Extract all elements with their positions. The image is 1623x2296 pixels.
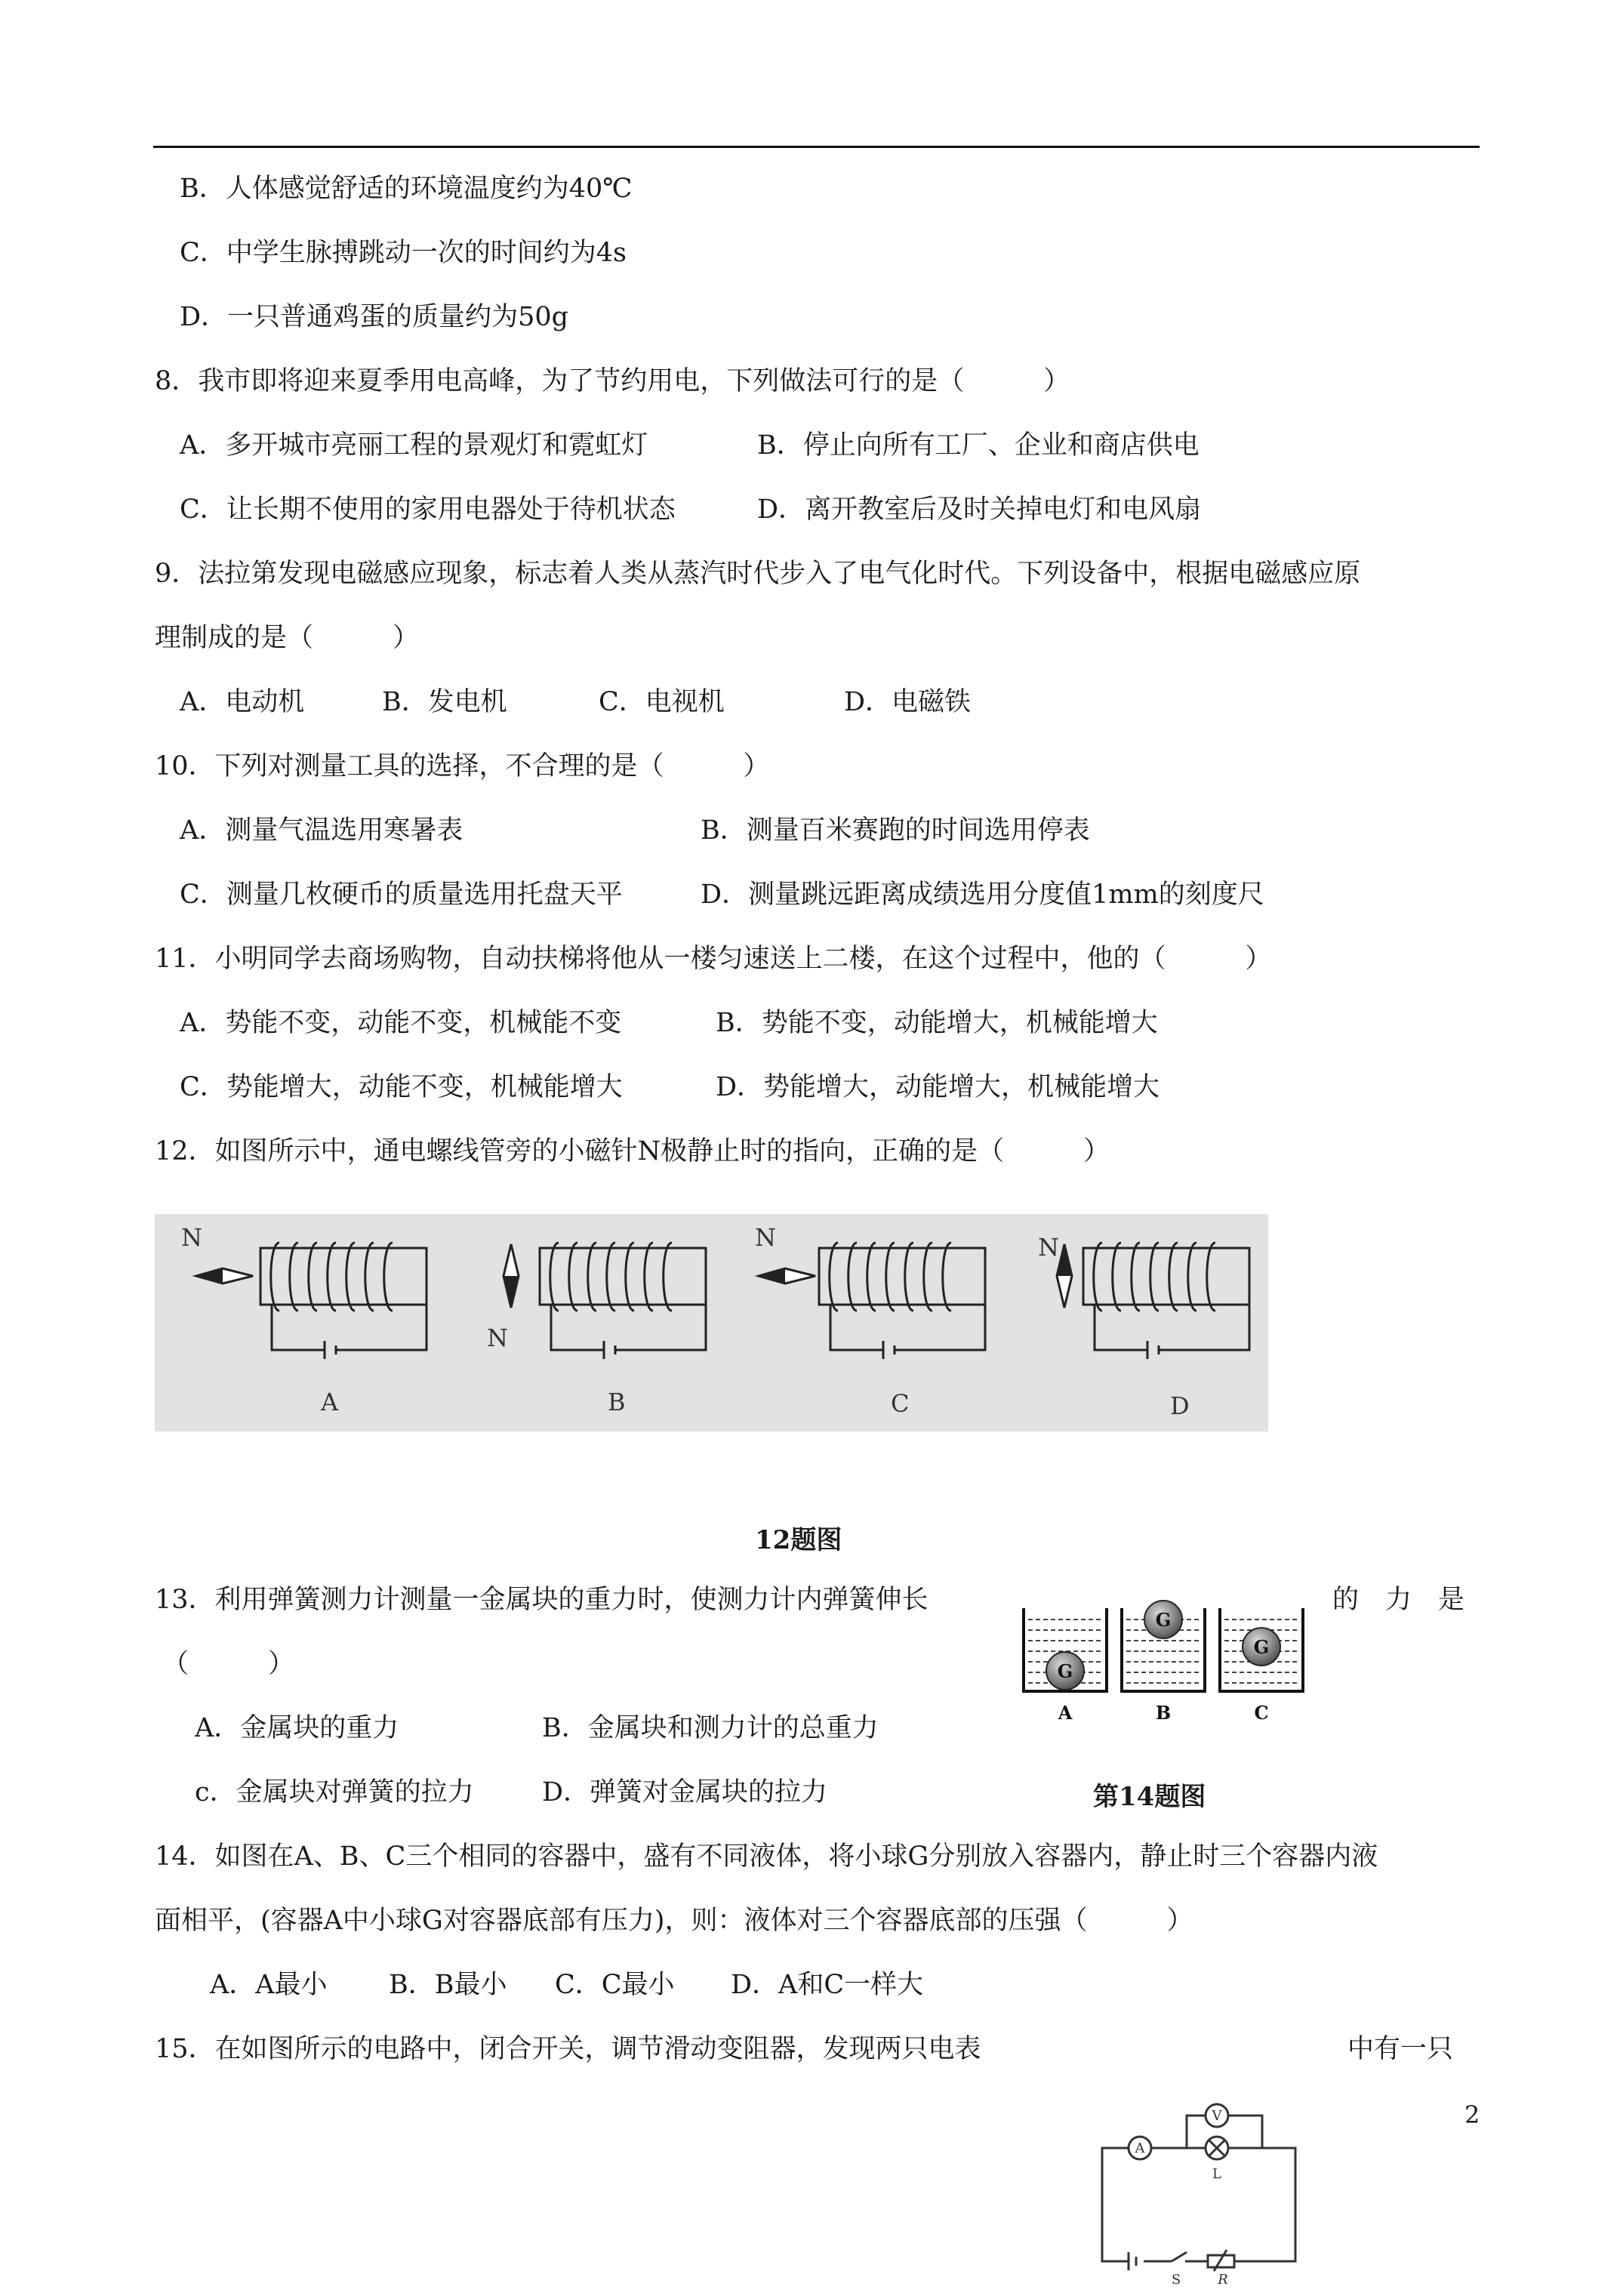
q10-option-a: A．测量气温选用寒暑表: [180, 815, 463, 846]
q11-option-b: B．势能不变，动能增大，机械能增大: [716, 1008, 1158, 1038]
q9-option-c: C．电视机: [599, 687, 725, 717]
q8-stem: 8．我市即将迎来夏季用电高峰，为了节约用电，下列做法可行的是（ ）: [155, 366, 1070, 396]
ball-label-c: G: [1253, 1636, 1270, 1658]
q8-option-b: B．停止向所有工厂、企业和商店供电: [757, 430, 1200, 461]
q7-option-d: D．一只普通鸡蛋的质量约为50g: [180, 302, 569, 332]
q8-option-d: D．离开教室后及时关掉电灯和电风扇: [757, 495, 1202, 525]
q15-stem-tail: 中有一只: [1347, 2034, 1454, 2064]
q7-option-b: B．人体感觉舒适的环境温度约为40℃: [180, 174, 633, 204]
page-number: 2: [1464, 2100, 1480, 2129]
q14-option-a: A．A最小: [210, 1970, 328, 2000]
pole-label-c: N: [755, 1223, 776, 1252]
q9-stem-line2: 理制成的是（ ）: [155, 623, 420, 653]
q8-option-a: A．多开城市亮丽工程的景观灯和霓虹灯: [180, 430, 648, 461]
q13-option-c: c．金属块对弹簧的拉力: [195, 1777, 474, 1808]
q10-option-d: D．测量跳远距离成绩选用分度值1mm的刻度尺: [701, 880, 1264, 910]
q11-option-d: D．势能增大，动能增大，机械能增大: [716, 1072, 1160, 1102]
q9-option-d: D．电磁铁: [844, 687, 972, 717]
q14-option-c: C．C最小: [555, 1970, 675, 2000]
q11-option-c: C．势能增大，动能不变，机械能增大: [180, 1072, 623, 1102]
ball-label-b: G: [1155, 1609, 1172, 1631]
figure-12-caption: 12题图: [755, 1525, 842, 1555]
fig12-label-c: C: [891, 1389, 910, 1418]
fig12-label-a: A: [321, 1388, 339, 1416]
pole-label-b: N: [487, 1324, 508, 1352]
fig14-label-a: A: [1058, 1702, 1073, 1724]
figure-14: [1019, 1597, 1310, 1733]
q15-stem: 15．在如图所示的电路中，闭合开关，调节滑动变阻器，发现两只电表: [155, 2034, 981, 2064]
lamp-label: L: [1212, 2166, 1221, 2182]
rheostat-label: R: [1218, 2272, 1228, 2288]
ball-label-a: G: [1057, 1660, 1073, 1682]
q10-option-b: B．测量百米赛跑的时间选用停表: [701, 815, 1090, 846]
figure-15: [1087, 2099, 1313, 2288]
voltmeter-label: V: [1212, 2108, 1222, 2124]
q13-option-a: A．金属块的重力: [195, 1713, 399, 1743]
q13-stem-line1: 13．利用弹簧测力计测量一金属块的重力时，使测力计内弹簧伸长: [155, 1585, 929, 1615]
q11-option-a: A．势能不变，动能不变，机械能不变: [180, 1008, 622, 1038]
switch-label: S: [1171, 2272, 1181, 2288]
header-rule: [153, 146, 1480, 148]
q9-option-b: B．发电机: [382, 687, 507, 717]
fig12-label-d: D: [1170, 1391, 1190, 1420]
fig12-label-b: B: [608, 1388, 626, 1416]
q13-stem-line2: （ ）: [162, 1649, 295, 1679]
q14-stem-line2: 面相平，(容器A中小球G对容器底部有压力)，则：液体对三个容器底部的压强（ ）: [155, 1906, 1193, 1936]
q13-option-d: D．弹簧对金属块的拉力: [542, 1777, 828, 1808]
fig14-label-c: C: [1254, 1702, 1269, 1724]
q9-stem-line1: 9．法拉第发现电磁感应现象，标志着人类从蒸汽时代步入了电气化时代。下列设备中，根据电磁感应原: [155, 559, 1361, 589]
fig14-label-b: B: [1155, 1702, 1172, 1724]
q14-option-b: B．B最小: [389, 1970, 507, 2000]
pole-label-d: N: [1038, 1233, 1059, 1262]
q11-stem: 11．小明同学去商场购物，自动扶梯将他从一楼匀速送上二楼，在这个过程中，他的（ ）: [155, 944, 1272, 974]
figure-14-caption: 第14题图: [1093, 1782, 1206, 1812]
q10-stem: 10．下列对测量工具的选择，不合理的是（ ）: [155, 751, 770, 781]
q14-option-d: D．A和C一样大: [731, 1970, 924, 2000]
ammeter-label: A: [1135, 2140, 1145, 2156]
q13-option-b: B．金属块和测力计的总重力: [542, 1713, 879, 1743]
q7-option-c: C．中学生脉搏跳动一次的时间约为4s: [180, 238, 627, 268]
q10-option-c: C．测量几枚硬币的质量选用托盘天平: [180, 880, 623, 910]
q13-stem-tail: 的 力 是: [1332, 1585, 1465, 1615]
figure-12: [155, 1214, 1268, 1432]
q14-stem-line1: 14．如图在A、B、C三个相同的容器中，盛有不同液体，将小球G分别放入容器内，静止时三个容器内液: [155, 1841, 1378, 1872]
pole-label-a: N: [181, 1223, 202, 1252]
q9-option-a: A．电动机: [180, 687, 305, 717]
q12-stem: 12．如图所示中，通电螺线管旁的小磁针N极静止时的指向，正确的是（ ）: [155, 1136, 1110, 1166]
q8-option-c: C．让长期不使用的家用电器处于待机状态: [180, 495, 676, 525]
